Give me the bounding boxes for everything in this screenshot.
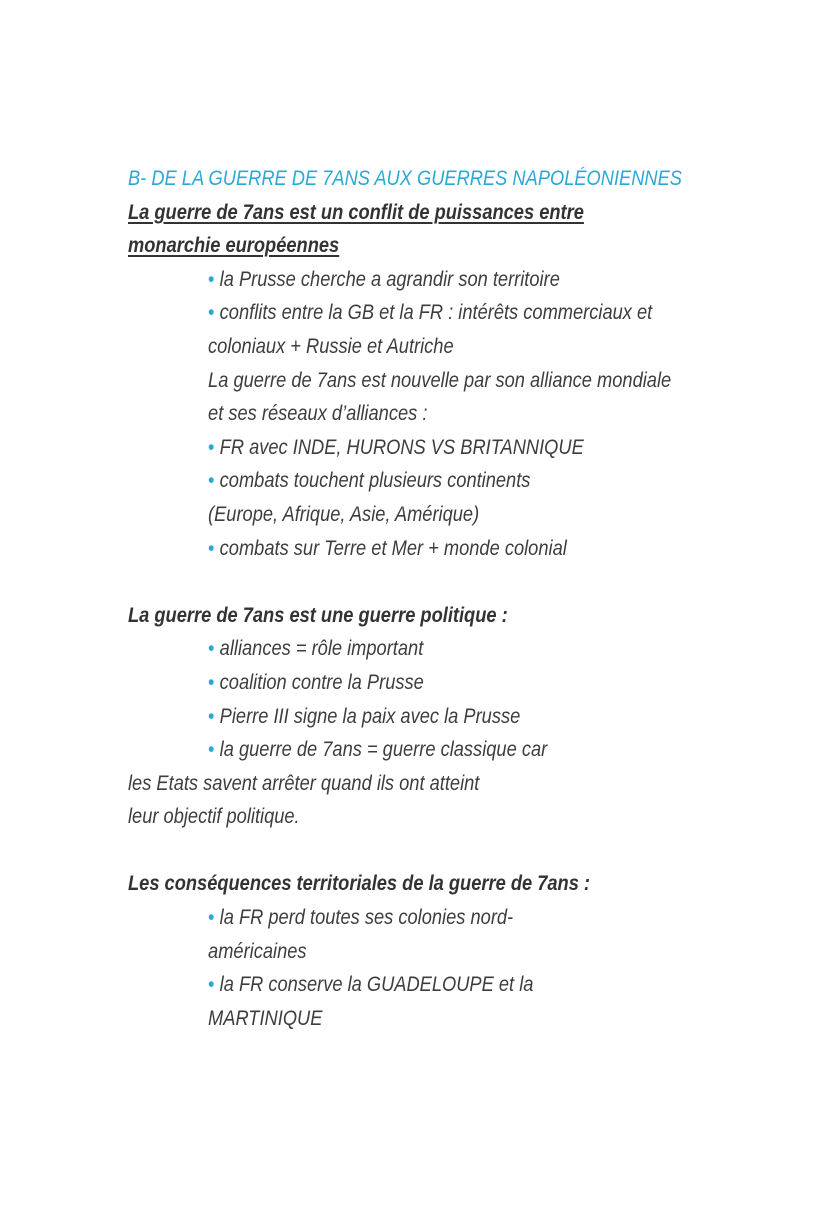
section-title: B- DE LA GUERRE DE 7ANS AUX GUERRES NAPOLÉONIENNES bbox=[128, 167, 682, 190]
list-item-text: la Prusse cherche a agrandir son territoire bbox=[219, 267, 560, 291]
spacer bbox=[128, 565, 737, 599]
bullet-icon: • bbox=[208, 670, 215, 694]
bullet-icon: • bbox=[208, 301, 215, 325]
list-item-continuation: MARTINIQUE bbox=[208, 1006, 323, 1030]
bullet-icon: • bbox=[208, 267, 215, 291]
bullet-icon: • bbox=[208, 536, 215, 560]
document-content bbox=[128, 162, 737, 1035]
list-item bbox=[128, 901, 737, 935]
list-item-continuation: (Europe, Afrique, Asie, Amérique) bbox=[208, 502, 480, 526]
list-item bbox=[128, 666, 737, 700]
list-item-text: FR avec INDE, HURONS VS BRITANNIQUE bbox=[219, 435, 584, 459]
list-item-text: alliances = rôle important bbox=[219, 637, 424, 661]
heading-political-war: La guerre de 7ans est une guerre politique : bbox=[128, 603, 508, 627]
list-item bbox=[128, 632, 737, 666]
list-item-text: la FR perd toutes ses colonies nord- bbox=[219, 906, 514, 930]
list-item bbox=[128, 464, 737, 498]
list-item bbox=[128, 263, 737, 297]
list-item bbox=[128, 733, 737, 767]
bullet-icon: • bbox=[208, 973, 215, 997]
list-item bbox=[128, 700, 737, 734]
list-item bbox=[128, 968, 737, 1002]
list-item-continuation: coloniaux + Russie et Autriche bbox=[208, 334, 454, 358]
heading-territorial-consequences: Les conséquences territoriales de la guerre de 7ans : bbox=[128, 872, 591, 896]
heading-conflict-line2: monarchie européennes bbox=[128, 234, 340, 258]
paragraph-line: et ses réseaux d’alliances : bbox=[208, 402, 428, 426]
list-item-text: combats touchent plusieurs continents bbox=[219, 469, 531, 493]
heading-conflict-line1: La guerre de 7ans est un conflit de puissances entre bbox=[128, 200, 584, 224]
list-item-text: combats sur Terre et Mer + monde colonial bbox=[219, 536, 567, 560]
bullet-icon: • bbox=[208, 435, 215, 459]
list-item-text: la guerre de 7ans = guerre classique car bbox=[219, 738, 548, 762]
bullet-icon: • bbox=[208, 637, 215, 661]
bullet-icon: • bbox=[208, 469, 215, 493]
list-item bbox=[128, 532, 737, 566]
spacer bbox=[128, 834, 737, 868]
paragraph-line: leur objectif politique. bbox=[128, 805, 300, 829]
bullet-icon: • bbox=[208, 906, 215, 930]
list-item-text: Pierre III signe la paix avec la Prusse bbox=[219, 704, 521, 728]
list-item-text: la FR conserve la GUADELOUPE et la bbox=[219, 973, 534, 997]
paragraph-line: les Etats savent arrêter quand ils ont atteint bbox=[128, 771, 480, 795]
paragraph-line: La guerre de 7ans est nouvelle par son alliance mondiale bbox=[208, 368, 672, 392]
list-item bbox=[128, 296, 737, 330]
list-item-text: coalition contre la Prusse bbox=[219, 670, 424, 694]
bullet-icon: • bbox=[208, 738, 215, 762]
list-item-text: conflits entre la GB et la FR : intérêts commerciaux et bbox=[219, 301, 653, 325]
bullet-icon: • bbox=[208, 704, 215, 728]
list-item bbox=[128, 431, 737, 465]
list-item-continuation: américaines bbox=[208, 939, 307, 963]
